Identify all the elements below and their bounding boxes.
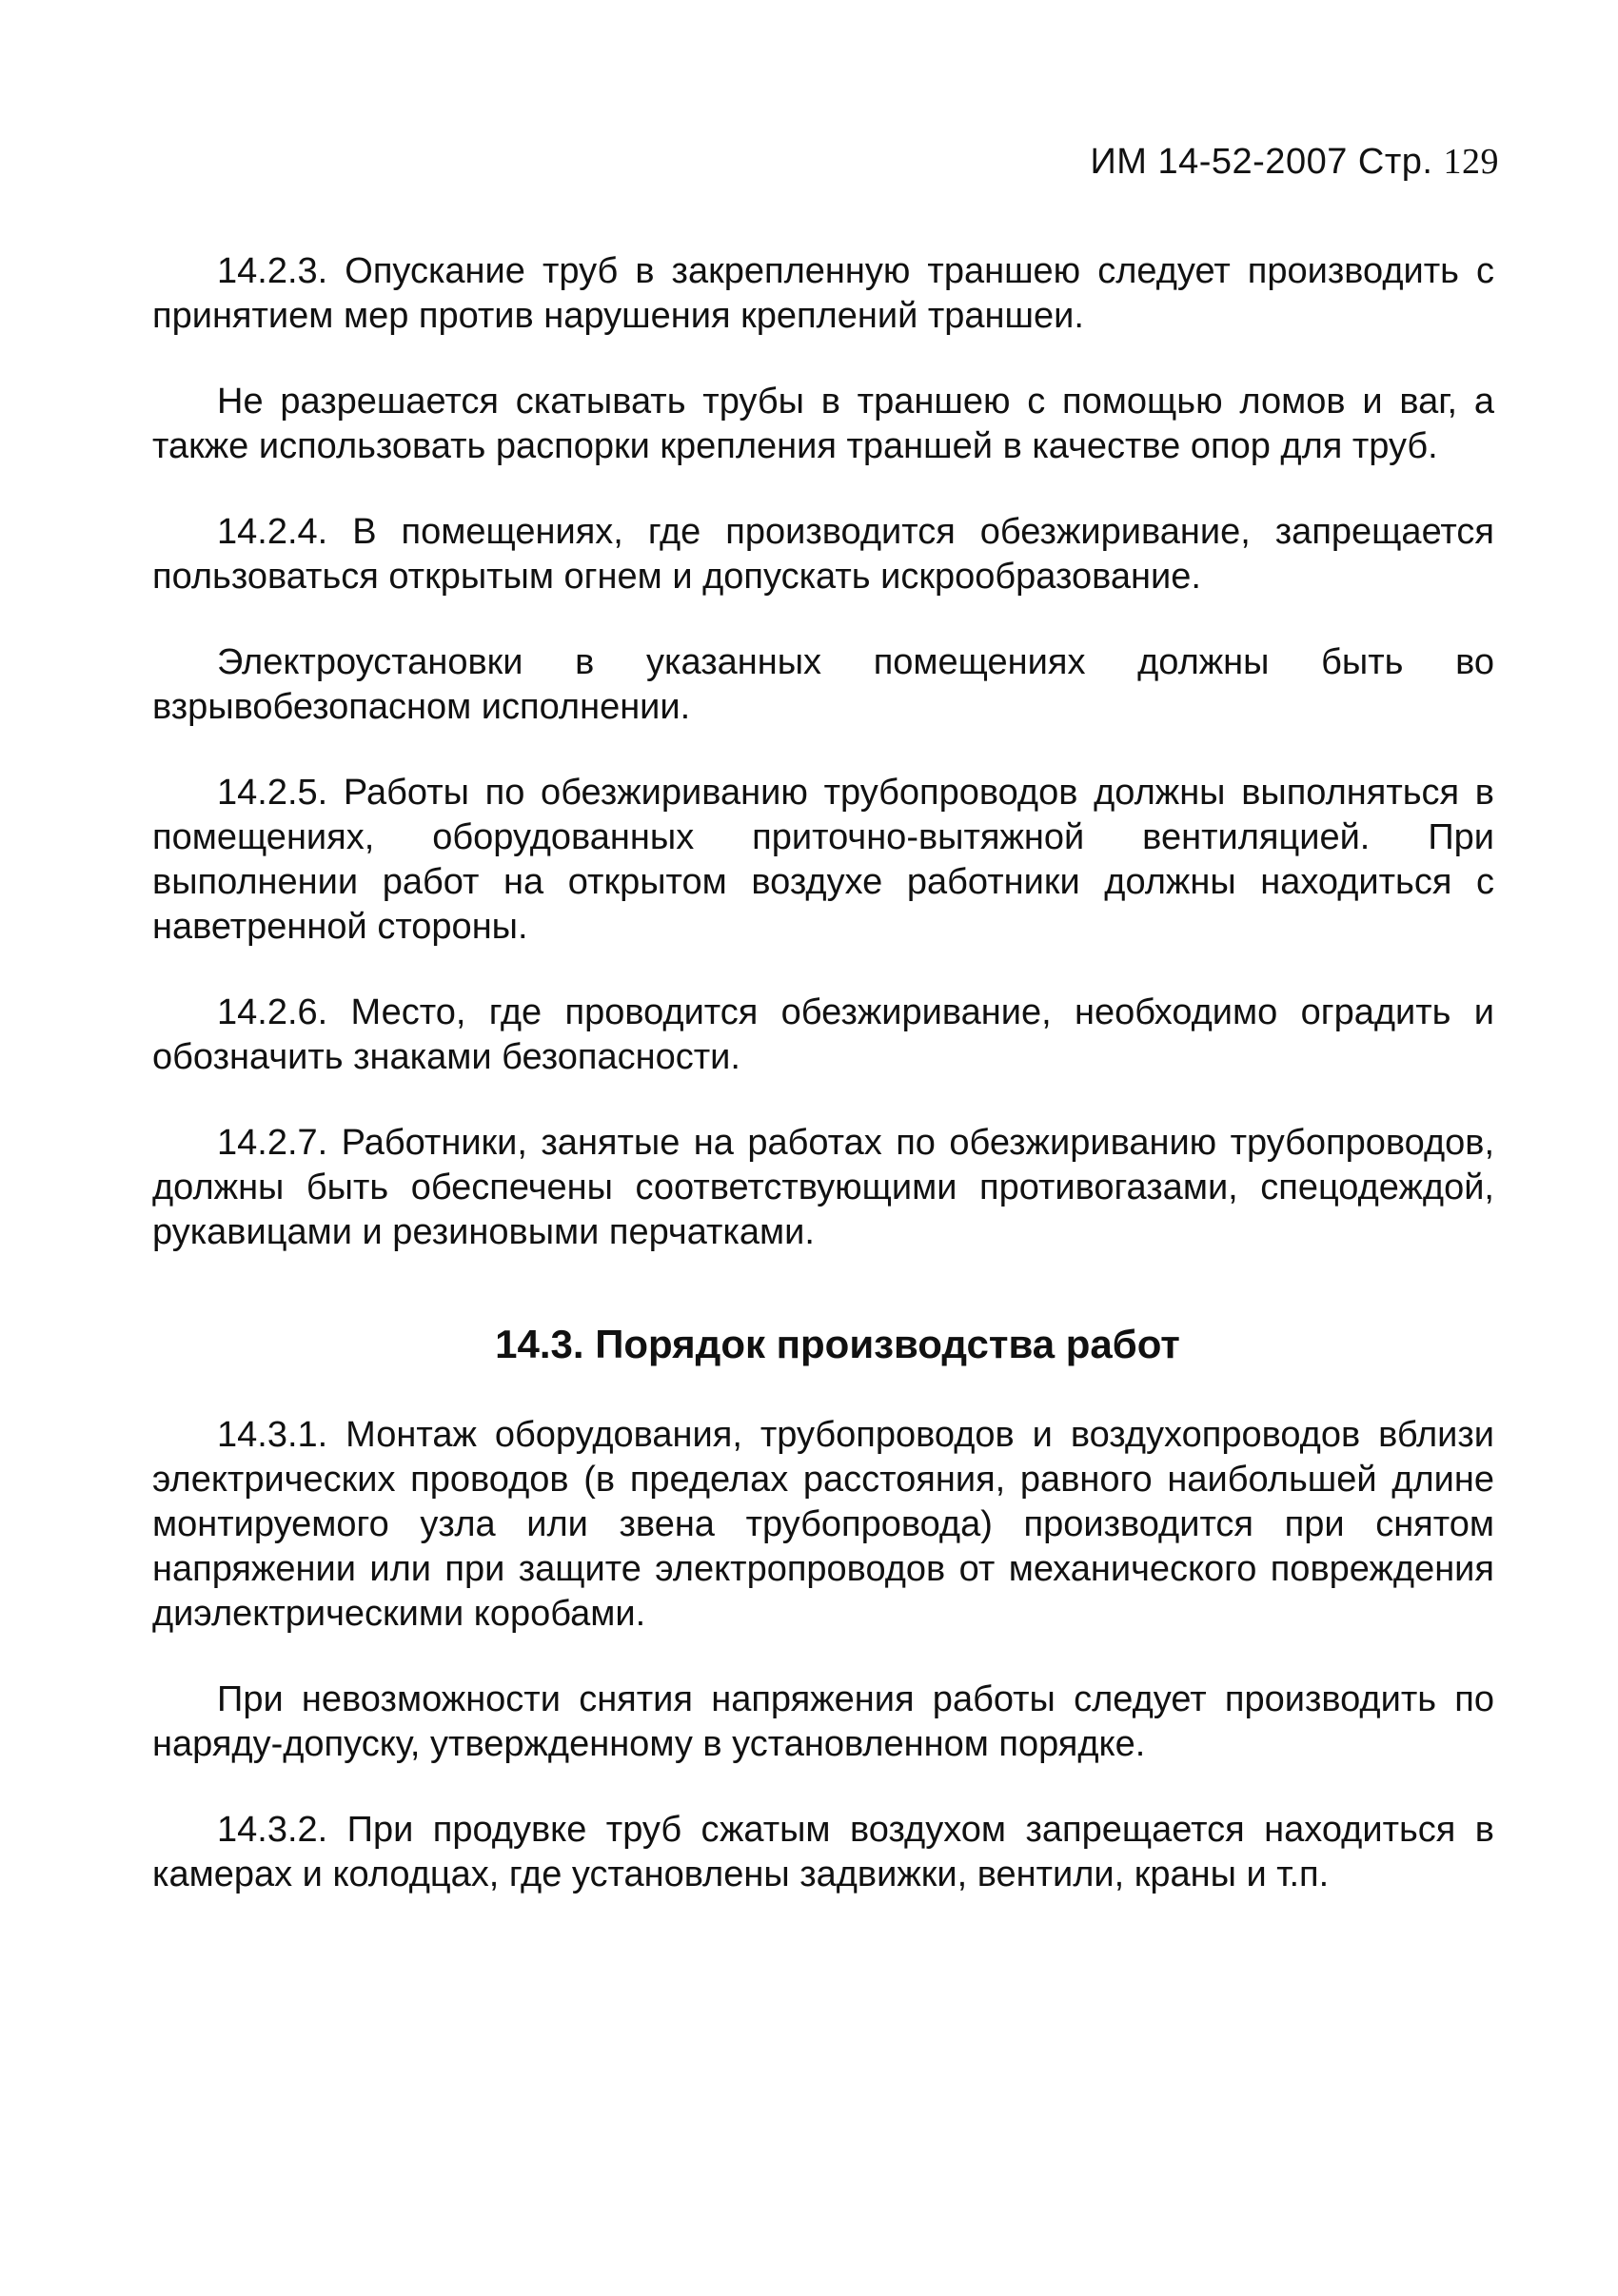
document-body <box>152 249 1494 1897</box>
paragraph-electrical-installations: Электроустановки в указанных помещениях должны быть во взрывобезопасном исполнении. <box>152 642 1494 727</box>
section-heading: 14.3. Порядок производства работ <box>495 1322 1180 1366</box>
paragraph-14-2-3: 14.2.3. Опускание труб в закрепленную траншею следует производить с принятием мер против нарушения креплений траншеи. <box>152 251 1494 336</box>
paragraph-14-2-7: 14.2.7. Работники, занятые на работах по обезжириванию трубопроводов, должны быть обеспечены соответствующими противогазами, спецодеждой, рукавицами и резиновыми перчатками. <box>152 1123 1494 1252</box>
paragraph-work-permit: При невозможности снятия напряжения работы следует производить по наряду-допуску, утвержденному в установленном порядке. <box>152 1679 1494 1764</box>
paragraph-14-2-6: 14.2.6. Место, где проводится обезжиривание, необходимо оградить и обозначить знаками безопасности. <box>152 992 1494 1077</box>
paragraph-14-3-2: 14.3.2. При продувке труб сжатым воздухом запрещается находиться в камерах и колодцах, где установлены задвижки, вентили, краны и т.п. <box>152 1810 1494 1894</box>
page-header <box>1090 141 1499 183</box>
paragraph-14-3-1: 14.3.1. Монтаж оборудования, трубопроводов и воздухопроводов вблизи электрических проводов (в пределах расстояния, равного наибольшей длине монтируемого узла или звена трубопровода) производится при снятом напряжении или при защите электропроводов от механического повреждения диэлектрическими коробами. <box>152 1415 1494 1634</box>
document-reference: ИМ 14-52-2007 Стр. <box>1090 142 1433 182</box>
paragraph-14-2-5: 14.2.5. Работы по обезжириванию трубопроводов должны выполняться в помещениях, оборудованных приточно-вытяжной вентиляцией. При выполнении работ на открытом воздухе работники должны находиться с наветренной стороны. <box>152 773 1494 947</box>
page-number: 129 <box>1443 142 1499 182</box>
paragraph-14-2-4: 14.2.4. В помещениях, где производится обезжиривание, запрещается пользоваться открытым огнем и допускать искрообразование. <box>152 512 1494 597</box>
paragraph-rolling-pipes: Не разрешается скатывать трубы в траншею с помощью ломов и ваг, а также использовать распорки крепления траншей в качестве опор для труб. <box>152 382 1494 466</box>
